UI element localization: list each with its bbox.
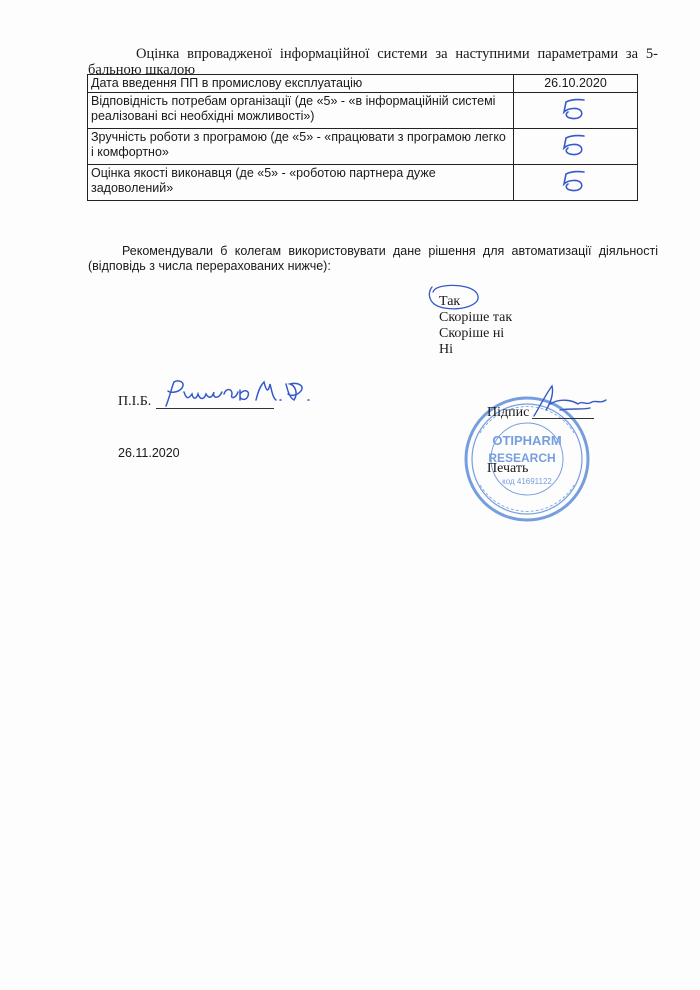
handwritten-name — [160, 376, 320, 412]
stamp-line-1: OTIPHARM — [492, 433, 562, 448]
signature-label: Підпис — [487, 405, 530, 420]
intro-paragraph: Оцінка впровадженої інформаційної системи за наступними параметрами за 5-бальною шкалою — [88, 46, 658, 78]
table-row — [88, 165, 638, 201]
handwritten-signature — [520, 380, 610, 420]
evaluation-table — [87, 74, 638, 201]
table-row — [88, 129, 638, 165]
option-rather-yes: Скоріше так — [439, 310, 513, 325]
table-row — [88, 75, 638, 93]
handwritten-score — [514, 165, 638, 201]
stamp-code: код 41691122 — [502, 477, 552, 486]
row-label: Дата введення ПП в промислову експлуатацію — [88, 75, 514, 93]
row-label: Відповідність потребам організації (де «5» - «в інформаційній системі реалізовані всі необхідні можливості») — [88, 93, 514, 129]
handwritten-score — [514, 129, 638, 165]
option-yes: Так — [439, 294, 461, 309]
handwritten-five-mark — [554, 132, 598, 158]
recommendation-text: Рекомендували б колегам використовувати дане рішення для автоматизації діяльності (відповідь з числа перерахованих нижче): — [88, 244, 658, 273]
answer-options — [439, 294, 512, 358]
stamp-label: Печать — [487, 461, 529, 476]
option-no: Ні — [439, 342, 453, 357]
option-rather-no: Скоріше ні — [439, 326, 505, 341]
table-row — [88, 93, 638, 129]
stamp-line-2: RESEARCH — [488, 451, 556, 465]
handwritten-five-mark — [554, 168, 598, 194]
pib-label: П.І.Б. — [118, 394, 152, 409]
row-label: Зручність роботи з програмою (де «5» - «працювати з програмою легко і комфортно» — [88, 129, 514, 165]
document-date: 26.11.2020 — [118, 446, 180, 460]
handwritten-five-mark — [554, 96, 598, 122]
handwritten-score — [514, 93, 638, 129]
row-label: Оцінка якості виконавця (де «5» - «роботою партнера дуже задоволений» — [88, 165, 514, 201]
row-value: 26.10.2020 — [514, 75, 638, 93]
